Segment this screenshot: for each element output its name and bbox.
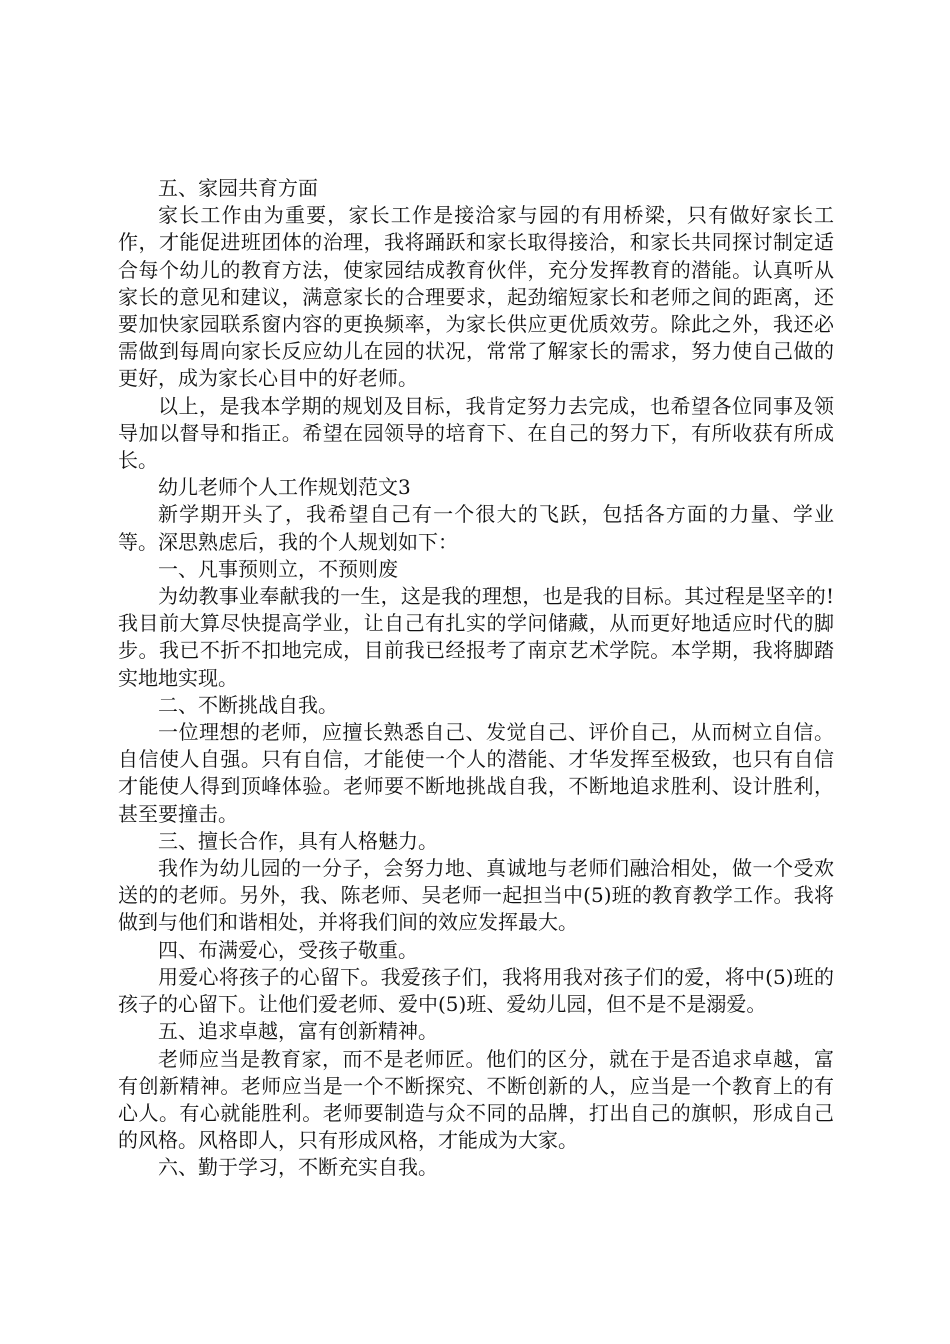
section-heading: 二、不断挑战自我。 bbox=[158, 692, 338, 717]
body-paragraph: 一位理想的老师，应擅长熟悉自己、发觉自己、评价自己，从而树立自信。自信使人自强。只有自信，才能使一个人的潜能、才华发挥至极致，也只有自信才能使人得到顶峰体验。老师要不断地挑战自我，不断地追求胜利、设计胜利，甚至要撞击。 bbox=[118, 720, 834, 826]
document-body bbox=[118, 175, 834, 1182]
section-heading: 六、勤于学习，不断充实自我。 bbox=[158, 1155, 438, 1180]
section-heading: 三、擅长合作，具有人格魅力。 bbox=[158, 828, 438, 853]
body-paragraph: 为幼教事业奉献我的一生，这是我的理想，也是我的目标。其过程是坚辛的!我目前大算尽快提高学业，让自己有扎实的学问储藏，从而更好地适应时代的脚步。我已不折不扣地完成，目前我已经报考了南京艺术学院。本学期，我将脚踏实地地实现。 bbox=[118, 584, 834, 690]
section-heading: 一、凡事预则立，不预则废 bbox=[158, 556, 398, 581]
body-paragraph: 以上，是我本学期的规划及目标，我肯定努力去完成，也希望各位同事及领导加以督导和指正。希望在园领导的培育下、在自己的努力下，有所收获有所成长。 bbox=[118, 393, 834, 473]
body-paragraph: 用爱心将孩子的心留下。我爱孩子们，我将用我对孩子们的爱，将中(5)班的孩子的心留下。让他们爱老师、爱中(5)班、爱幼儿园，但不是不是溺爱。 bbox=[118, 964, 834, 1017]
body-paragraph: 新学期开头了，我希望自己有一个很大的飞跃，包括各方面的力量、学业等。深思熟虑后，我的个人规划如下： bbox=[118, 502, 834, 554]
section-heading: 五、追求卓越，富有创新精神。 bbox=[158, 1019, 438, 1044]
body-paragraph: 老师应当是教育家，而不是老师匠。他们的区分，就在于是否追求卓越，富有创新精神。老师应当是一个不断探究、不断创新的人，应当是一个教育上的有心人。有心就能胜利。老师要制造与众不同的品牌，打出自己的旗帜，形成自己的风格。风格即人，只有形成风格，才能成为大家。 bbox=[118, 1046, 834, 1153]
article-title: 幼儿老师个人工作规划范文3 bbox=[158, 475, 411, 500]
body-paragraph: 我作为幼儿园的一分子，会努力地、真诚地与老师们融洽相处，做一个受欢送的的老师。另外，我、陈老师、吴老师一起担当中(5)班的教育教学工作。我将做到与他们和谐相处，并将我们间的效应发挥最大。 bbox=[118, 856, 834, 935]
body-paragraph: 家长工作由为重要，家长工作是接洽家与园的有用桥梁，只有做好家长工作，才能促进班团体的治理，我将踊跃和家长取得接洽，和家长共同探讨制定适合每个幼儿的教育方法，使家园结成教育伙伴，充分发挥教育的潜能。认真听从家长的意见和建议，满意家长的合理要求，起劲缩短家长和老师之间的距离，还要加快家园联系窗内容的更换频率，为家长供应更优质效劳。除此之外，我还必需做到每周向家长反应幼儿在园的状况，常常了解家长的需求，努力使自己做的更好，成为家长心目中的好老师。 bbox=[118, 203, 834, 391]
section-heading: 四、布满爱心，受孩子敬重。 bbox=[158, 937, 418, 962]
section-heading-home-school: 五、家园共育方面 bbox=[158, 176, 318, 200]
